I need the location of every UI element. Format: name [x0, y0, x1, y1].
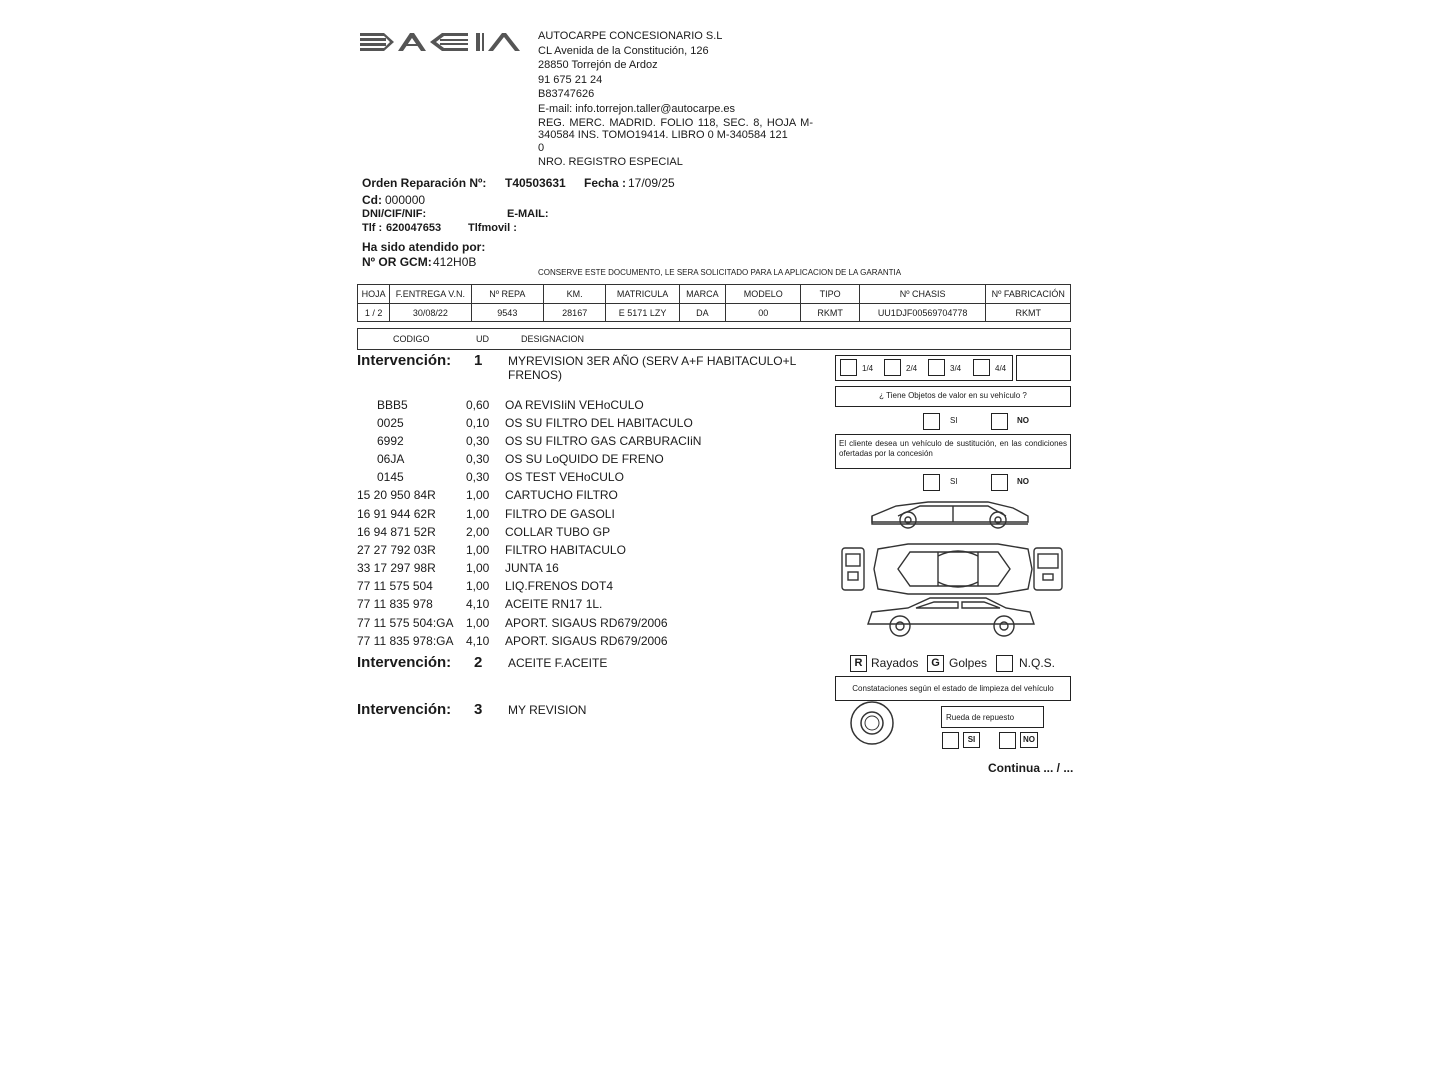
td-entrega: 30/08/22 — [390, 304, 471, 322]
fuel-extra-box — [1016, 355, 1071, 381]
intervention-3-label: Intervención: — [357, 701, 452, 718]
line-des: OS SU FILTRO DEL HABITACULO — [505, 416, 693, 430]
fuel-2-4-label: 2/4 — [906, 364, 918, 373]
td-repa: 9543 — [471, 304, 543, 322]
line-ud: 0,30 — [466, 470, 490, 484]
email-label: E-MAIL: — [507, 208, 549, 220]
line-code: 77 11 575 504 — [357, 579, 433, 593]
warranty-note: CONSERVE ESTE DOCUMENTO, LE SERA SOLICITADO PARA LA APLICACION DE LA GARANTIA — [538, 268, 902, 277]
line-ud: 4,10 — [466, 634, 490, 648]
company-registry-tail: 0 — [538, 141, 545, 154]
line-code: 0145 — [377, 470, 404, 484]
company-name: AUTOCARPE CONCESIONARIO S.L — [538, 30, 723, 42]
dents-label: Golpes — [949, 656, 988, 670]
gcm-value: 412H0B — [433, 255, 477, 269]
spare-no-checkbox[interactable] — [999, 732, 1016, 749]
line-code: 77 11 835 978 — [357, 597, 433, 611]
th-matricula: MATRICULA — [606, 285, 679, 304]
td-hoja: 1 / 2 — [358, 304, 390, 322]
intervention-3-num: 3 — [474, 701, 483, 718]
line-code: 77 11 835 978:GA — [357, 634, 454, 648]
company-address: CL Avenida de la Constitución, 126 — [538, 44, 709, 57]
company-special-registry: NRO. REGISTRO ESPECIAL — [538, 156, 683, 169]
dacia-logo — [358, 31, 530, 53]
th-modelo: MODELO — [726, 285, 801, 304]
line-ud: 0,30 — [466, 452, 490, 466]
line-ud: 2,00 — [466, 525, 490, 539]
line-code: 77 11 575 504:GA — [357, 616, 454, 630]
th-km: KM. — [544, 285, 606, 304]
fuel-2-4-checkbox[interactable] — [884, 359, 901, 376]
fuel-3-4-checkbox[interactable] — [928, 359, 945, 376]
order-number: T40503631 — [505, 176, 566, 190]
th-fabricacion: Nº FABRICACIÓN — [986, 285, 1071, 304]
gcm-label: Nº OR GCM: — [362, 255, 432, 269]
nqs-legend-box — [996, 655, 1013, 672]
spare-si-label: SI — [963, 732, 980, 748]
tlf-value: 620047653 — [386, 222, 442, 234]
line-ud: 0,30 — [466, 434, 490, 448]
intervention-1-num: 1 — [474, 352, 483, 369]
intervention-1-label: Intervención: — [357, 352, 452, 369]
valuables-no-checkbox[interactable] — [991, 413, 1008, 430]
fuel-1-4-checkbox[interactable] — [840, 359, 857, 376]
line-code: 33 17 297 98R — [357, 561, 436, 575]
company-city: 28850 Torrejón de Ardoz — [538, 59, 658, 72]
td-tipo: RKMT — [801, 304, 859, 322]
line-code: 0025 — [377, 416, 404, 430]
vehicle-table-values — [358, 304, 1071, 322]
line-des: FILTRO DE GASOLI — [505, 507, 615, 521]
scratches-label: Rayados — [871, 656, 919, 670]
fuel-4-4-checkbox[interactable] — [973, 359, 990, 376]
intervention-1-title2: FRENOS) — [508, 368, 562, 382]
line-des: COLLAR TUBO GP — [505, 525, 611, 539]
valuables-question: ¿ Tiene Objetos de valor en su vehículo ? — [879, 391, 1027, 400]
fuel-level-box — [835, 355, 1013, 381]
line-des: APORT. SIGAUS RD679/2006 — [505, 634, 668, 648]
line-code: 06JA — [377, 452, 405, 466]
line-des: OS SU FILTRO GAS CARBURACIiN — [505, 434, 702, 448]
th-entrega: F.ENTREGA V.N. — [390, 285, 471, 304]
line-ud: 0,10 — [466, 416, 490, 430]
dni-label: DNI/CIF/NIF: — [362, 208, 427, 220]
td-km: 28167 — [544, 304, 606, 322]
replacement-no-label: NO — [1017, 477, 1029, 486]
car-diagram — [838, 494, 1070, 644]
nqs-label: N.Q.S. — [1019, 656, 1056, 670]
continua-label: Continua ... / ... — [988, 761, 1074, 775]
company-email: E-mail: info.torrejon.taller@autocarpe.es — [538, 102, 736, 115]
spare-wheel-label: Rueda de repuesto — [946, 713, 1015, 722]
company-cif: B83747626 — [538, 88, 595, 101]
company-registry: REG. MERC. MADRID. FOLIO 118, SEC. 8, HOJA M-340584 INS. TOMO19414. LIBRO 0 M-340584 121 — [538, 116, 813, 141]
td-modelo: 00 — [726, 304, 801, 322]
td-fabricacion: RKMT — [986, 304, 1071, 322]
dents-legend-box: G — [927, 655, 944, 672]
intervention-2-label: Intervención: — [357, 654, 452, 671]
line-ud: 1,00 — [466, 488, 490, 502]
replacement-text: El cliente desea un vehículo de sustitución, en las condiciones ofertadas por la concesión — [839, 439, 1067, 458]
line-code: 6992 — [377, 434, 404, 448]
vehicle-table — [357, 284, 1071, 322]
td-chasis: UU1DJF00569704778 — [859, 304, 986, 322]
attended-label: Ha sido atendido por: — [362, 240, 486, 254]
th-tipo: TIPO — [801, 285, 859, 304]
spare-no-label: NO — [1020, 732, 1038, 748]
fuel-1-4-label: 1/4 — [862, 364, 874, 373]
th-hoja: HOJA — [358, 285, 390, 304]
line-des: OS TEST VEHoCULO — [505, 470, 624, 484]
order-date-label: Fecha : — [584, 176, 627, 190]
tlf-label: Tlf : — [362, 222, 383, 234]
fuel-4-4-label: 4/4 — [995, 364, 1007, 373]
td-marca: DA — [679, 304, 725, 322]
tire-icon — [849, 700, 895, 746]
company-phone: 91 675 21 24 — [538, 73, 603, 86]
line-ud: 1,00 — [466, 543, 490, 557]
cleanliness-box — [835, 676, 1071, 701]
cd-label: Cd: — [362, 193, 382, 207]
col-codigo: CODIGO — [393, 334, 430, 344]
replacement-no-checkbox[interactable] — [991, 474, 1008, 491]
line-des: OA REVISIiN VEHoCULO — [505, 398, 644, 412]
line-code: 15 20 950 84R — [357, 488, 436, 502]
replacement-box — [835, 434, 1071, 469]
td-matricula: E 5171 LZY — [606, 304, 679, 322]
line-des: ACEITE RN17 1L. — [505, 597, 603, 611]
valuables-no-label: NO — [1017, 416, 1029, 425]
order-number-label: Orden Reparación Nº: — [362, 176, 487, 190]
line-des: LIQ.FRENOS DOT4 — [505, 579, 614, 593]
replacement-si-checkbox[interactable] — [923, 474, 940, 491]
line-des: OS SU LoQUIDO DE FRENO — [505, 452, 664, 466]
order-date: 17/09/25 — [628, 176, 675, 190]
line-ud: 4,10 — [466, 597, 490, 611]
valuables-si-checkbox[interactable] — [923, 413, 940, 430]
th-marca: MARCA — [679, 285, 725, 304]
fuel-3-4-label: 3/4 — [950, 364, 962, 373]
line-code: 16 94 871 52R — [357, 525, 436, 539]
valuables-si-label: SI — [950, 416, 958, 425]
valuables-question-box — [835, 386, 1071, 407]
cleanliness-text: Constataciones según el estado de limpieza del vehículo — [852, 684, 1054, 693]
col-designacion: DESIGNACION — [521, 334, 585, 344]
line-des: JUNTA 16 — [505, 561, 559, 575]
line-ud: 0,60 — [466, 398, 490, 412]
cd-value: 000000 — [385, 193, 426, 207]
th-repa: Nº REPA — [471, 285, 543, 304]
spare-si-checkbox[interactable] — [942, 732, 959, 749]
line-ud: 1,00 — [466, 616, 490, 630]
replacement-si-label: SI — [950, 477, 958, 486]
intervention-3-title: MY REVISION — [508, 703, 587, 717]
spare-wheel-box — [941, 706, 1044, 728]
intervention-2-title: ACEITE F.ACEITE — [508, 656, 608, 670]
line-des: APORT. SIGAUS RD679/2006 — [505, 616, 668, 630]
line-code: 27 27 792 03R — [357, 543, 436, 557]
th-chasis: Nº CHASIS — [859, 285, 986, 304]
line-des: FILTRO HABITACULO — [505, 543, 626, 557]
line-code: 16 91 944 62R — [357, 507, 436, 521]
intervention-1-title: MYREVISION 3ER AÑO (SERV A+F HABITACULO+L — [508, 354, 797, 368]
intervention-2-num: 2 — [474, 654, 483, 671]
scratches-legend-box: R — [850, 655, 867, 672]
vehicle-table-header — [358, 285, 1071, 304]
line-ud: 1,00 — [466, 561, 490, 575]
company-block — [538, 29, 813, 170]
line-ud: 1,00 — [466, 507, 490, 521]
column-headers — [357, 328, 1071, 350]
line-des: CARTUCHO FILTRO — [505, 488, 618, 502]
line-code: BBB5 — [377, 398, 408, 412]
line-ud: 1,00 — [466, 579, 490, 593]
col-ud: UD — [476, 334, 489, 344]
tlfmovil-label: Tlfmovil : — [468, 222, 517, 234]
